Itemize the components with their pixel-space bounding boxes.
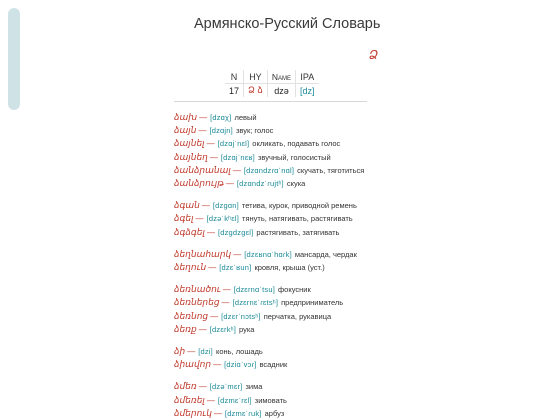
entry-translation: кровля, крыша (уст.): [254, 263, 325, 273]
entry-translation: левый: [234, 113, 257, 122]
entry-dash: —: [213, 360, 222, 370]
entry-dash: —: [187, 347, 196, 357]
entry-headword[interactable]: ձեռնածու: [174, 284, 221, 295]
entry-headword[interactable]: ձի: [174, 346, 186, 357]
entry-dash: —: [225, 179, 234, 189]
entry-dash: —: [208, 263, 217, 273]
dictionary-entry: [174, 345, 414, 358]
entry-ipa: [dzɛrkʰ]: [209, 324, 236, 334]
entry-dash: —: [210, 311, 219, 321]
entry-ipa: [dziɑˈvɔɾ]: [224, 360, 257, 370]
info-header-hy: HY: [244, 70, 268, 84]
dictionary-entry: [174, 310, 414, 323]
entry-translation: зимовать: [254, 395, 287, 405]
entry-ipa: [dzɑjn]: [209, 126, 233, 136]
entry-headword[interactable]: ձգձգել: [174, 226, 205, 237]
entry-translation: растягивать, затягивать: [256, 227, 340, 237]
entry-translation: всадник: [259, 360, 288, 370]
entry-headword[interactable]: ձգել: [174, 213, 194, 224]
group-gap: [174, 371, 414, 380]
entry-translation: рука: [239, 324, 255, 334]
entry-ipa: [dzɛˈʁun]: [219, 263, 252, 273]
dictionary-entry: [174, 407, 414, 420]
entry-dash: —: [233, 249, 242, 259]
entry-dash: —: [222, 285, 231, 295]
group-gap: [174, 274, 414, 283]
dictionary-entry: [174, 380, 414, 393]
entry-ipa: [dzɛʁnɑˈhɑɾk]: [244, 249, 292, 259]
entry-headword[interactable]: ձմեռ: [174, 381, 197, 392]
entry-dash: —: [206, 139, 215, 149]
divider: [174, 101, 367, 102]
dictionary-entry: [174, 212, 414, 225]
entry-translation: конь, лошадь: [215, 347, 263, 357]
entry-ipa: [dzɑjˈnɛʁ]: [220, 152, 255, 162]
entry-headword[interactable]: ձայնեղ: [174, 151, 208, 162]
info-header-n: N: [225, 70, 244, 84]
dictionary-entry: [174, 111, 414, 124]
entry-translation: звучный, голосистый: [257, 152, 331, 162]
entry-translation: звук; голос: [235, 126, 274, 136]
entry-ipa: [dzgdzgɛl]: [217, 227, 254, 237]
entry-translation: тетива, курок, приводной ремень: [241, 201, 357, 211]
entry-headword[interactable]: ձեղուն: [174, 262, 207, 273]
entry-translation: скучать, тяготиться: [297, 165, 365, 175]
entry-ipa: [dzəˈkʰɛl]: [206, 214, 240, 224]
entry-headword[interactable]: ձեռք: [174, 323, 197, 334]
info-value-hy: Ձ ձ: [244, 84, 268, 98]
entry-ipa: [dzɛrˈnɔtsʰ]: [221, 311, 261, 321]
entry-dash: —: [213, 408, 222, 418]
entry-translation: тянуть, натягивать, растягивать: [242, 214, 353, 224]
dictionary-entry: [174, 199, 414, 212]
dictionary-entry: [174, 248, 414, 261]
entry-ipa: [dzɑndzˈɾujtʰ]: [236, 179, 284, 189]
entry-dash: —: [195, 214, 204, 224]
entry-translation: скука: [286, 179, 306, 189]
entry-translation: фокусник: [277, 285, 311, 295]
entry-ipa: [dzɑχ]: [210, 113, 232, 122]
letter-info-table: [225, 70, 319, 97]
entry-dash: —: [206, 227, 215, 237]
scrollbar-thumb[interactable]: [8, 8, 20, 110]
entry-ipa: [dzəˈmɛr]: [209, 382, 243, 392]
dictionary-entry: [174, 283, 414, 296]
entry-headword[interactable]: ձեռնոց: [174, 310, 209, 321]
dictionary-entry: [174, 261, 414, 274]
entry-headword[interactable]: ձախ: [174, 112, 198, 122]
entry-ipa: [dzɑndzɾɑˈnɑl]: [243, 165, 295, 175]
dictionary-entry: [174, 323, 414, 336]
dictionary-entry: [174, 177, 414, 190]
entry-headword[interactable]: ձայնել: [174, 138, 205, 149]
entry-translation: арбуз: [264, 408, 285, 418]
entry-headword[interactable]: ձիավոր: [174, 359, 212, 370]
entry-headword[interactable]: ձայն: [174, 125, 197, 136]
group-gap: [174, 190, 414, 199]
entry-dash: —: [199, 113, 208, 122]
dictionary-entry: [174, 226, 414, 239]
dictionary-entry: [174, 137, 414, 150]
entry-dash: —: [232, 165, 241, 175]
info-value-row: [225, 84, 319, 98]
entry-ipa: [dzmɛˈrɛl]: [217, 395, 252, 405]
entry-headword[interactable]: ձեռներեց: [174, 297, 220, 308]
dictionary-entry: [174, 296, 414, 309]
info-header-row: [225, 70, 319, 84]
entry-translation: мансарда, чердак: [294, 249, 357, 259]
info-header-name: Name: [267, 70, 295, 84]
entry-ipa: [dzɛrnɛˈɾɛtsʰ]: [232, 298, 279, 308]
entry-headword[interactable]: ձեղնահարկ: [174, 248, 232, 259]
info-value-ipa: [dz]: [296, 84, 319, 98]
entry-dash: —: [201, 201, 210, 211]
dictionary-entry: [174, 124, 414, 137]
entry-translation: окликать, подавать голос: [252, 139, 341, 149]
entry-headword[interactable]: ձանձրանալ: [174, 164, 231, 175]
group-gap: [174, 336, 414, 345]
entry-translation: зима: [245, 382, 263, 392]
entry-dash: —: [206, 395, 215, 405]
dictionary-entry: [174, 164, 414, 177]
entry-dash: —: [209, 152, 218, 162]
entry-dash: —: [198, 382, 207, 392]
entry-headword[interactable]: ձանձրույթ: [174, 178, 224, 189]
entry-dash: —: [221, 298, 230, 308]
entry-headword[interactable]: ձմերուկ: [174, 407, 212, 418]
dictionary-entry: [174, 358, 414, 371]
entry-list: [174, 111, 414, 420]
page-title: Армянско-Русский Словарь: [194, 16, 381, 32]
entry-headword[interactable]: ձգան: [174, 200, 200, 211]
dictionary-entry: [174, 151, 414, 164]
entry-dash: —: [198, 126, 207, 136]
entry-ipa: [dzɛrnɑˈtsu]: [233, 285, 275, 295]
entry-dash: —: [198, 324, 207, 334]
entry-ipa: [dzi]: [198, 347, 213, 357]
entry-ipa: [dzɑjˈnɛl]: [217, 139, 250, 149]
entry-ipa: [dzmɛˈɾuk]: [224, 408, 262, 418]
entry-ipa: [dzgɑn]: [212, 201, 239, 211]
info-header-ipa: IPA: [296, 70, 319, 84]
group-gap: [174, 239, 414, 248]
info-value-name: dzə: [267, 84, 295, 98]
entry-headword[interactable]: ձմեռել: [174, 394, 205, 405]
letter-heading: Ձ: [369, 48, 379, 62]
info-value-n: 17: [229, 85, 240, 96]
entry-translation: перчатка, рукавица: [263, 311, 332, 321]
entry-translation: предприниматель: [281, 298, 344, 308]
